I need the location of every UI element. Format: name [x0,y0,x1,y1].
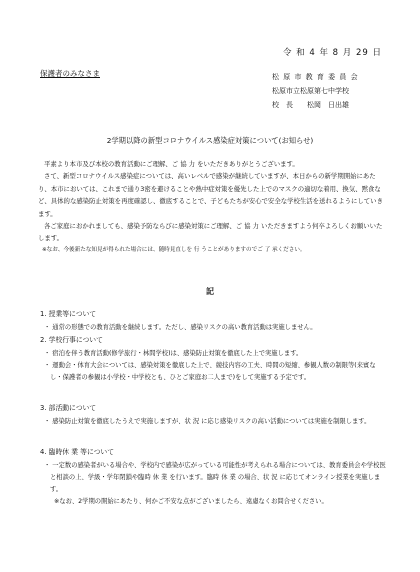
section-item: ・ 一定数の感染者がいる場合や、学校内で感染が広がっている可能性が考えられる場合については、教育委員会や学校医と相談の上、学級・学年閉鎖や臨時 休 業 を行います。臨時 休 業 の場合、状 況 に応じてオンライン授業を実施します。 [44,462,386,493]
recipient: 保護者のみなさま [40,69,100,78]
body-note: ※なお、今後新たな知見が得られた場合には、随時見直しを 行 うことがありますのでご 了 承ください。 [42,246,306,253]
section-note: ※なお、2学期の開始にあたり、何かご不安な点がございましたら、遠慮なくお問合せください。 [54,498,328,505]
body-paragraph: 各ご家庭におかれましても、感染予防ならびに感染対策にご理解、ご 協 力 いただきますよう何卒よろしくお願いいたします。 [38,222,383,243]
issue-date: 令 和 4 年 8 月 29 日 [282,48,382,58]
issuer-org: 松 原 市 教 育 委 員 会 [272,73,359,81]
body-paragraph: 平素より本市及び本校の教育活動にご理解、ご 協 力 をいただきありがとうございます。 [44,160,299,168]
body-paragraph: さて、新型コロナウイルス感染症については、高いレベルで感染が継続していますが、本日からの新学期開始にあたり、本市においては、これまで通り3密を避けることや熱中症対策を優先した上でのマスクの適切な着用、換気、黙食など、具体的な感染防止対策を再度確認し、徹底することで、子どもたちが安心で安全な学校生活を送れるようにしていきます。 [38,172,383,218]
section-heading: 1. 授業等について [40,310,97,318]
section-item: ・ 運動会・体育大会については、感染対策を徹底した上で、競技内容の工夫、時間の短縮、参観人数の制限等(来賓なし・保護者の参観は小学校・中学校とも、ひとご家庭お二人まで)をして実施する予定です。 [44,362,376,381]
section-heading: 3. 部活動について [40,404,97,412]
section-club-activities [40,402,386,428]
issuer-principal: 校 長 松岡 日出雄 [272,101,349,109]
section-heading: 2. 学校行事について [40,336,103,344]
section-item: ・ 感染防止対策を徹底したうえで実施しますが、状 況 に応じ感染リスクの高い活動については実施を制限します。 [44,418,371,425]
section-lessons [40,308,386,334]
issuer-block [272,70,384,112]
section-temporary-closure [40,446,386,508]
notice-body [38,158,384,256]
section-events [40,334,386,384]
section-item: ・ 宿泊を伴う教育活動(修学旅行・林間学校)は、感染防止対策を徹底した上で実施します。 [44,350,303,357]
section-heading: 4. 臨時休 業 等について [40,448,115,456]
issuer-school: 松原市立松原第七中学校 [272,87,349,95]
notice-title: 2学期以降の新型コロナウイルス感染症対策について(お知らせ) [106,136,314,145]
ki-heading: 記 [206,287,214,296]
section-item: ・ 通常の形態での教育活動を継続します。ただし、感染リスクの高い教育活動は実施しません。 [44,324,317,331]
